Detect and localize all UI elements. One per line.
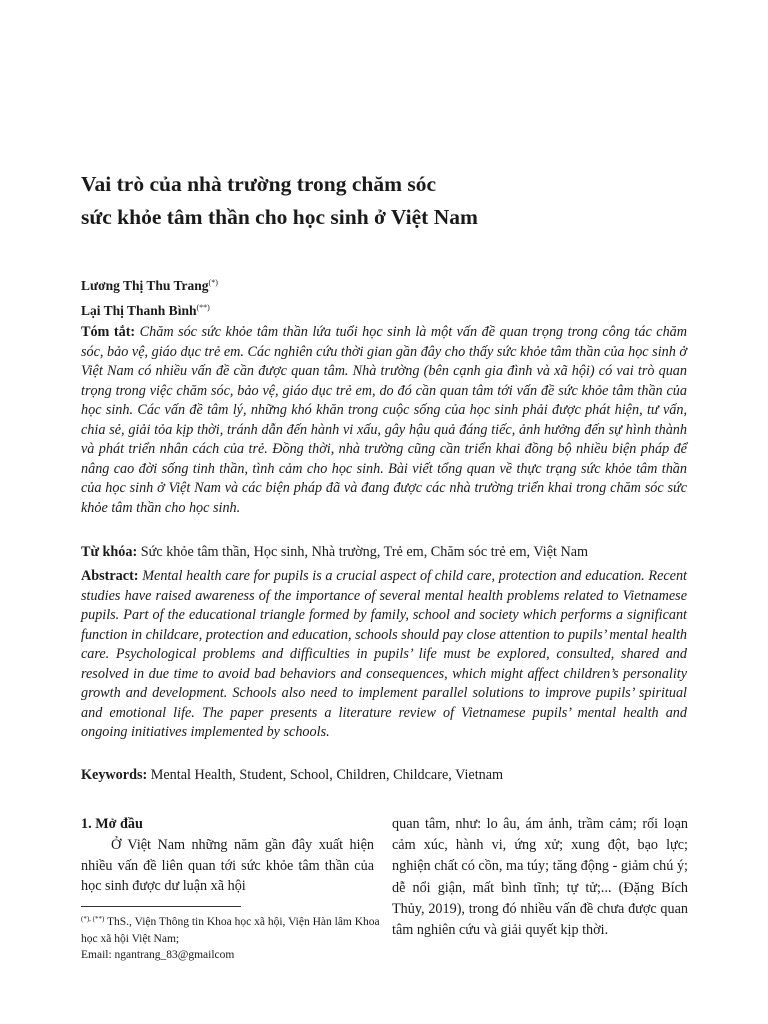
footnote-marks: (*), (**) <box>81 915 105 923</box>
abstract-en-label: Abstract: <box>81 568 139 584</box>
author-1 <box>81 272 218 297</box>
footnote-affiliation-text: ThS., Viện Thông tin Khoa học xã hội, Viện Hàn lâm Khoa học xã hội Việt Nam; <box>81 916 380 945</box>
intro-left-column <box>81 814 374 897</box>
intro-text-right: quan tâm, như: lo âu, ám ảnh, trầm cảm; rối loạn cảm xúc, hành vi, ứng xử; xung đột, bạo lực; nghiện chất có cồn, ma túy; tăng động - giảm chú ý; dễ nổi giận, mất bình tĩnh; tự tử;... (Đặng Bích Thủy, 2019), trong đó nhiều vấn đề chưa được quan tâm nghiên cứu và giải quyết kịp thời. <box>392 816 688 939</box>
title-line-1: Vai trò của nhà trường trong chăm sóc <box>81 172 437 196</box>
article-title <box>81 168 701 234</box>
abstract-vn-text: Chăm sóc sức khỏe tâm thần lứa tuổi học sinh là một vấn đề quan trọng trong công tác chăm sóc, bảo vệ, giáo dục trẻ em. Các nghiên cứu thời gian gần đây cho thấy sức khỏe tâm thần của học sinh ở Việt Nam có nhiều vấn đề cần được quan tâm. Nhà trường (bên cạnh gia đình và xã hội) có vai trò quan trọng trong việc chăm sóc, bảo vệ, giáo dục trẻ em, do đó cần quan tâm tới vấn đề sức khỏe tâm thần của học sinh. Các vấn đề tâm lý, những khó khăn trong cuộc sống của học sinh phải được phát hiện, tư vấn, chia sẻ, giải tỏa kịp thời, tránh dẫn đến hành vi xấu, gây hậu quả đáng tiếc, ảnh hưởng đến sự hình thành và phát triển nhân cách của trẻ. Đồng thời, nhà trường cũng cần triển khai đồng bộ nhiều biện pháp để nâng cao đời sống tinh thần, tình cảm cho học sinh. Bài viết tổng quan về thực trạng sức khỏe tâm thần của học sinh ở Việt Nam và các biện pháp đã và đang được các nhà trường triển khai trong chăm sóc sức khỏe tâm thần cho học sinh. <box>81 324 688 516</box>
footnote-affiliation <box>81 911 381 947</box>
footnote-divider <box>81 906 241 907</box>
keywords-vietnamese <box>81 543 687 563</box>
author-list <box>81 272 218 322</box>
intro-right-column <box>392 814 688 941</box>
author-mark: (*) <box>208 278 218 287</box>
author-2 <box>81 297 218 322</box>
footnote-email: Email: ngantrang_83@gmailcom <box>81 949 235 961</box>
abstract-vietnamese <box>81 323 687 518</box>
section-heading: 1. Mở đầu <box>81 816 143 832</box>
intro-text-left: Ở Việt Nam những năm gần đây xuất hiện nhiều vấn đề liên quan tới sức khỏe tâm thần của học sinh được dư luận xã hội <box>81 836 374 895</box>
author-mark: (**) <box>196 303 210 312</box>
keywords-en-text: Mental Health, Student, School, Children, Childcare, Vietnam <box>150 767 504 783</box>
keywords-english <box>81 766 687 786</box>
author-name: Lương Thị Thu Trang <box>81 278 209 293</box>
footnote <box>81 911 381 964</box>
author-name: Lại Thị Thanh Bình <box>81 303 197 318</box>
keywords-vn-label: Từ khóa: <box>81 544 138 560</box>
title-line-2: sức khỏe tâm thần cho học sinh ở Việt Nam <box>81 205 478 229</box>
abstract-english <box>81 567 687 743</box>
abstract-vn-label: Tóm tắt: <box>81 324 136 340</box>
keywords-vn-text: Sức khỏe tâm thần, Học sinh, Nhà trường, Trẻ em, Chăm sóc trẻ em, Việt Nam <box>140 544 589 560</box>
keywords-en-label: Keywords: <box>81 767 148 783</box>
abstract-en-text: Mental health care for pupils is a crucial aspect of child care, protection and education. Recent studies have raised awareness of the importance of several mental health problems related to Vietnamese pupils. Part of the educational triangle formed by family, school and society which performs a significant function in childcare, protection and education, schools should pay close attention to pupils’ mental health care. Psychological problems and difficulties in pupils’ life must be explored, consulted, shared and resolved in due time to avoid bad behaviors and consequences, which might affect children’s personality growth and development. Schools also need to implement parallel solutions to improve pupils’ spiritual and emotional life. The paper presents a literature review of Vietnamese pupils’ mental health and ongoing initiatives implemented by schools. <box>81 568 687 740</box>
